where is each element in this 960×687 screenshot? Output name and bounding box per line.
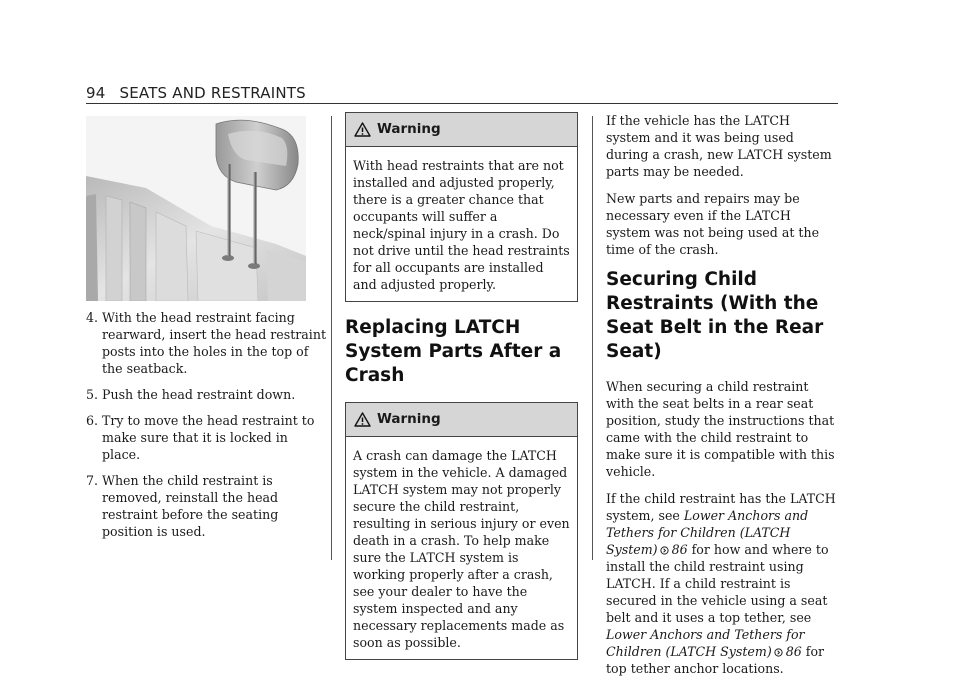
warning-body: With head restraints that are not installed and adjusted properly, there is a greater chance that occupants will suffer a neck/spinal injury in a crash. Do not drive until the head restraints for all occupants are installed and adjusted properly. bbox=[353, 158, 570, 292]
step-number: 7. bbox=[86, 473, 99, 488]
warning-header bbox=[346, 113, 577, 147]
column-divider-left bbox=[331, 116, 332, 560]
head-restraint-illustration bbox=[86, 116, 306, 301]
warning-box-head-restraints bbox=[345, 112, 578, 302]
warning-triangle-icon bbox=[354, 412, 371, 427]
warning-header bbox=[346, 403, 577, 437]
paragraph-with-references: If the child restraint has the LATCH system, see Lower Anchors and Tethers for Children (LATCH System) 86 for how and where to install the child restraint using LATCH. If a child restraint is secured in the vehicle using a seat belt and it uses a top tether, see Lower Anchors and Tethers for Children (LATCH System) 86 for top tether anchor locations. bbox=[606, 491, 836, 676]
warning-triangle-icon bbox=[354, 122, 371, 137]
page-header bbox=[86, 84, 306, 102]
step-text: Try to move the head restraint to make sure that it is locked in place. bbox=[102, 413, 315, 462]
step-text: With the head restraint facing rearward, insert the head restraint posts into the holes in the top of the seatback. bbox=[102, 310, 327, 376]
column-middle bbox=[345, 112, 578, 674]
step-number: 6. bbox=[86, 413, 99, 428]
column-divider-right bbox=[592, 116, 593, 560]
column-left bbox=[86, 116, 326, 549]
paragraph: When securing a child restraint with the seat belts in a rear seat position, study the instructions that came with the child restraint to make sure it is compatible with this vehicle. bbox=[606, 379, 835, 479]
warning-title: Warning bbox=[377, 121, 441, 137]
warning-box-latch-damage bbox=[345, 402, 578, 660]
paragraph: If the vehicle has the LATCH system and it was being used during a crash, new LATCH system parts may be needed. bbox=[606, 113, 832, 179]
step-number: 5. bbox=[86, 387, 99, 402]
step-text: When the child restraint is removed, reinstall the head restraint before the seating position is used. bbox=[102, 473, 279, 539]
cross-reference-link[interactable]: Lower Anchors and Tethers for Children (LATCH System) 86 bbox=[606, 627, 805, 659]
cross-reference-link[interactable]: Lower Anchors and Tethers for Children (LATCH System) 86 bbox=[606, 508, 809, 557]
section-heading-securing-child-restraints: Securing Child Restraints (With the Seat Belt in the Rear Seat) bbox=[606, 269, 824, 362]
step-text: Push the head restraint down. bbox=[102, 387, 296, 402]
page-reference-icon bbox=[660, 546, 669, 555]
page-number: 94 bbox=[86, 84, 106, 102]
step-item bbox=[86, 472, 326, 540]
section-title: SEATS AND RESTRAINTS bbox=[119, 84, 306, 102]
column-right bbox=[606, 112, 838, 687]
paragraph: New parts and repairs may be necessary even if the LATCH system was not being used at the time of the crash. bbox=[606, 191, 820, 257]
section-heading-replacing-latch: Replacing LATCH System Parts After a Crash bbox=[345, 317, 562, 386]
installation-steps bbox=[86, 309, 326, 540]
step-number: 4. bbox=[86, 310, 99, 325]
page-reference-icon bbox=[774, 648, 783, 657]
warning-body: A crash can damage the LATCH system in the vehicle. A damaged LATCH system may not properly secure the child restraint, resulting in serious injury or even death in a crash. To help make sure the LATCH system is working properly after a crash, see your dealer to have the system inspected and any necessary replacements made as soon as possible. bbox=[353, 448, 570, 650]
step-item bbox=[86, 412, 326, 463]
page-reference-number: 86 bbox=[671, 542, 688, 557]
page-reference-number: 86 bbox=[785, 644, 802, 659]
warning-title: Warning bbox=[377, 411, 441, 427]
step-item bbox=[86, 309, 326, 377]
step-item bbox=[86, 386, 326, 403]
header-rule bbox=[86, 103, 838, 104]
